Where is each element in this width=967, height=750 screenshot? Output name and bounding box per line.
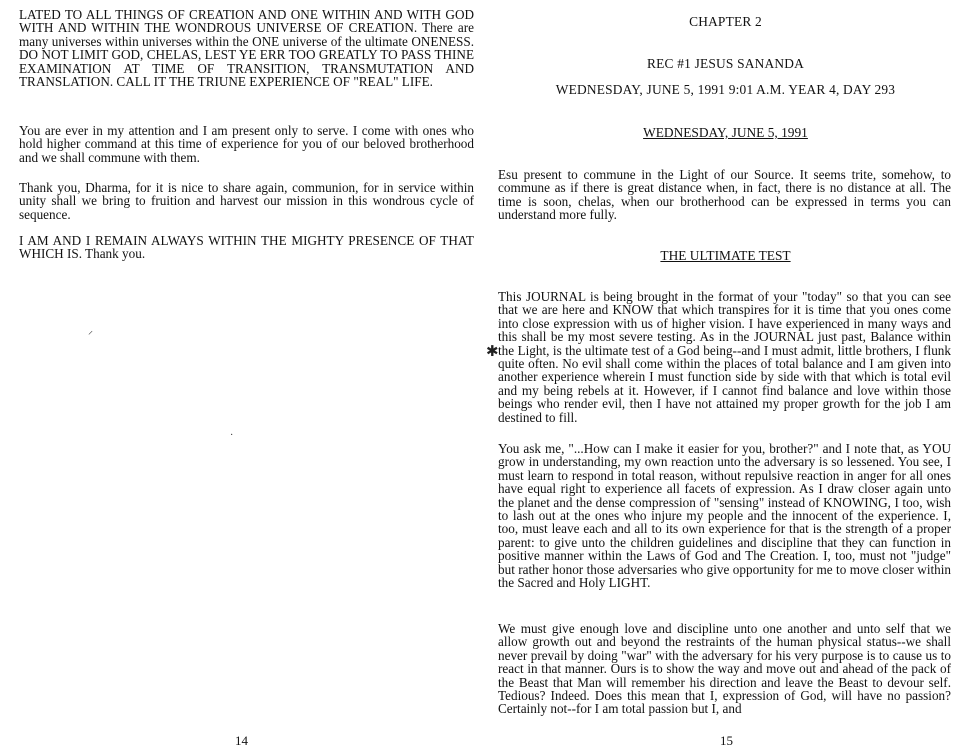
stray-mark: ⸍ bbox=[88, 330, 93, 341]
stray-dot: · bbox=[230, 430, 234, 441]
margin-asterisk: ✱ bbox=[486, 344, 499, 360]
dateline: WEDNESDAY, JUNE 5, 1991 9:01 A.M. YEAR 4, DAY 293 bbox=[555, 82, 896, 97]
left-page-number: 14 bbox=[235, 733, 248, 748]
section-title: THE ULTIMATE TEST bbox=[660, 248, 791, 263]
intro-paragraph: Esu present to commune in the Light of our Source. It seems trite, somehow, to commune as if there is great distance when, in fact, there is no distance at all. The time is soon, chelas, when our brotherhood can be expressed in terms you can understand more fully. bbox=[498, 167, 951, 223]
body-paragraph-3: We must give enough love and discipline unto one another and unto self that we allow growth out and beyond the restraints of the human physical status--we shall never prevail by doing "war" with the adversary for his very purpose is to cause us to react in that manner. Ours is to show the way and move out and ahead of the pack of the Beast that Man will remember his direction and leave the Beast to devour self. Tedious? Indeed. Does this mean that I, expression of God, will have no passion? Certainly not--for I am total passion but I, and bbox=[498, 621, 951, 717]
right-page bbox=[484, 0, 967, 750]
left-paragraph-2: You are ever in my attention and I am present only to serve. I come with ones who hold higher command at this time of experience for you of our beloved brotherhood and we shall commune with them. bbox=[19, 123, 474, 165]
left-paragraph-3: Thank you, Dharma, for it is nice to share again, communion, for in service within unity shall we bring to fruition and harvest our mission in this wondrous cycle of sequence. bbox=[19, 180, 474, 222]
body-paragraph-2: You ask me, "...How can I make it easier for you, brother?" and I note that, as YOU grow in understanding, my own reaction unto the adversary is so lessened. You see, I must learn to respond in total reason, without repulsive reaction in anger for all ones have equal right to experience all facets of expression. As I draw closer again unto the planet and the dense compression of "sensing" instead of KNOWING, I too, wish to lash out at the ones who injure my people and the innocent of the experience. I, too, must leave each and all to its own experience for that is the strength of a proper parent: to give unto the children guidelines and discipline that they can function in positive manner within the Laws of God and The Creation. I, too, must not "judge" but rather honor those adversaries who give opportunity for me to move closer within the Sacred and Holy LIGHT. bbox=[498, 441, 951, 591]
left-page bbox=[0, 0, 483, 750]
right-page-number: 15 bbox=[720, 733, 733, 748]
date-heading: WEDNESDAY, JUNE 5, 1991 bbox=[643, 125, 808, 140]
rec-line: REC #1 JESUS SANANDA bbox=[647, 56, 804, 71]
left-paragraph-1: LATED TO ALL THINGS OF CREATION AND ONE WITHIN AND WITH GOD WITH AND WITHIN THE WONDROUS UNIVERSE OF CREATION. There are many universes within universes within the ONE universe of the ultimate ONENESS. DO NOT LIMIT GOD, CHELAS, LEST YE ERR TOO GREATLY TO PASS THINE EXAMINATION AT TIME OF TRANSITION, TRANSMUTATION AND TRANSLATION. CALL IT THE TRIUNE EXPERIENCE OF "REAL" LIFE. bbox=[19, 7, 474, 90]
chapter-heading: CHAPTER 2 bbox=[689, 14, 762, 29]
left-paragraph-4: I AM AND I REMAIN ALWAYS WITHIN THE MIGHTY PRESENCE OF THAT WHICH IS. Thank you. bbox=[19, 233, 474, 262]
body-paragraph-1: This JOURNAL is being brought in the format of your "today" so that you can see that we are here and KNOW that which transpires for it is time that you ones come into close expression with us of higher vision. I have experienced in many ways and this shall be my most severe testing. As in the JOURNAL just past, Balance within the Light, is the ultimate test of a God being--and I must admit, little brothers, I flunk quite often. No evil shall come within the places of total balance and I am given into another experience wherein I must function side by side with that which is total evil and my being rebels at it. However, if I cannot find balance and love within those beings who render evil, then I have not attained my proper growth for the job I am destined to fill. bbox=[498, 289, 951, 425]
